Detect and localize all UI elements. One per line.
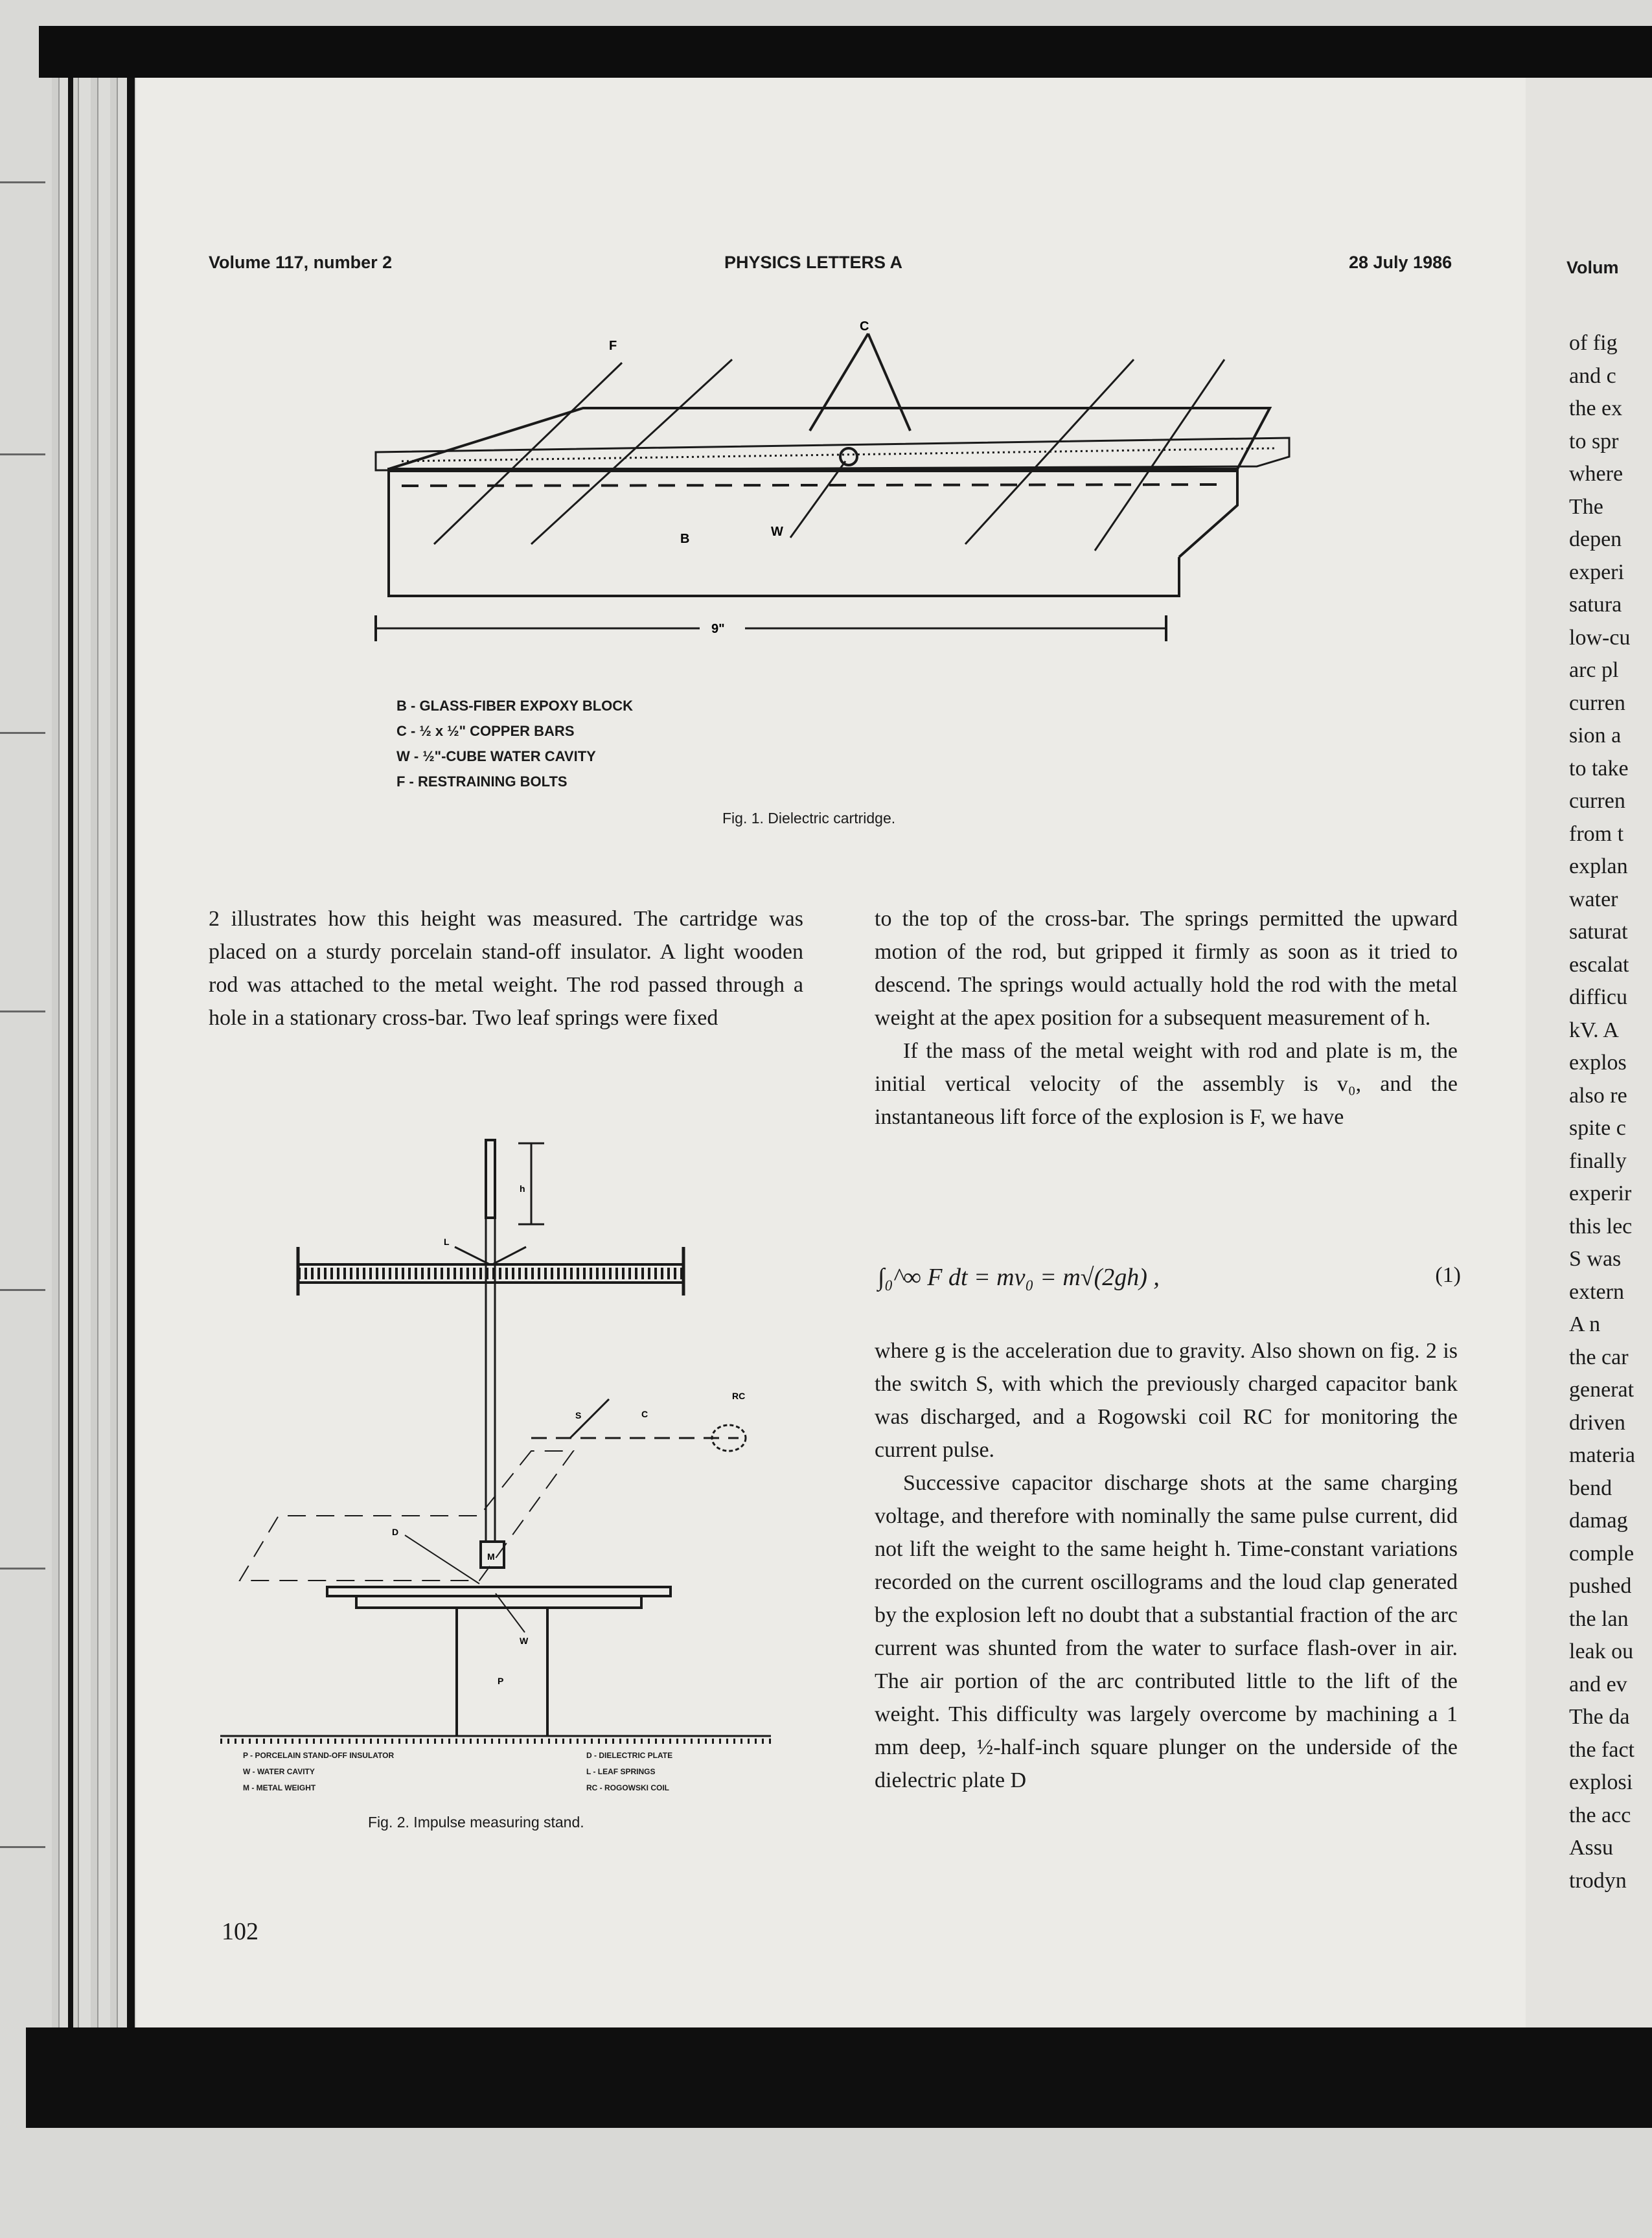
- spine-edge-line: [68, 78, 73, 2053]
- fig2-label-C: C: [641, 1409, 648, 1419]
- next-page-line: leak ou: [1569, 1639, 1634, 1663]
- page-number: 102: [222, 1918, 258, 1945]
- fig1-legend: [396, 693, 633, 794]
- next-page-line: generat: [1569, 1378, 1635, 1402]
- next-page-line: this lec: [1569, 1214, 1633, 1239]
- fig2-label-D: D: [392, 1527, 399, 1537]
- next-page-line: S was: [1569, 1247, 1622, 1271]
- next-page-line: explos: [1569, 1051, 1627, 1075]
- next-page-line: finally: [1569, 1148, 1627, 1173]
- fig1-label-W: W: [771, 525, 783, 539]
- next-page-fragments: [1569, 327, 1635, 1897]
- next-page-line: curren: [1569, 691, 1625, 715]
- fig2-legend-item: M - METAL WEIGHT: [243, 1783, 316, 1792]
- right-column-text-bottom: [875, 1334, 1458, 1797]
- fig2-label-L: L: [444, 1237, 450, 1247]
- next-page-line: and ev: [1569, 1672, 1627, 1696]
- paragraph: to the top of the cross-bar. The springs permitted the upward motion of the rod, but gripped it firmly as soon as it tried to descend. The springs would actually hold the rod with the metal weight at the apex position for a subsequent measurement of h.: [875, 907, 1458, 1030]
- next-page-line: kV. A: [1569, 1018, 1619, 1042]
- fig2-label-M: M: [487, 1551, 495, 1562]
- next-page-line: of fig: [1569, 331, 1618, 355]
- margin-mark: [0, 1846, 45, 1848]
- paragraph: where g is the acceleration due to gravity. Also shown on fig. 2 is the switch S, with which the previously charged capacitor bank was discharged, and a Rogowski coil RC for monitoring the current pulse.: [875, 1339, 1458, 1462]
- margin-mark: [0, 181, 45, 183]
- margin-mark: [0, 1289, 45, 1291]
- next-page-line: water: [1569, 887, 1618, 911]
- top-black-border: [39, 26, 1652, 78]
- fig2-label-h: h: [520, 1183, 525, 1194]
- next-page-line: difficu: [1569, 985, 1628, 1009]
- equation-expression: ∫₀^∞ F dt = mv₀ = m√(2gh) ,: [878, 1264, 1160, 1291]
- next-page-line: materia: [1569, 1443, 1635, 1467]
- bottom-black-border: [26, 2027, 1652, 2128]
- equation-1: [878, 1249, 1461, 1314]
- fig2-label-S: S: [575, 1410, 582, 1421]
- next-page-line: also re: [1569, 1083, 1627, 1108]
- next-page-line: depen: [1569, 527, 1622, 551]
- next-page-line: and c: [1569, 363, 1616, 388]
- spine-edge-line: [127, 78, 135, 2053]
- next-page-line: satura: [1569, 593, 1622, 617]
- next-page-line: spite c: [1569, 1116, 1626, 1140]
- next-page-line: extern: [1569, 1279, 1624, 1304]
- paragraph: If the mass of the metal weight with rod and plate is m, the initial vertical velocity of the assembly is v₀, and the instantaneous lift force of the explosion is F, we have: [875, 1039, 1458, 1129]
- margin-mark: [0, 1011, 45, 1012]
- fig2-legend-item: L - LEAF SPRINGS: [586, 1767, 656, 1776]
- fig2-legend-right: [586, 1748, 672, 1796]
- next-page-line: the lan: [1569, 1606, 1629, 1631]
- fig2-legend-item: RC - ROGOWSKI COIL: [586, 1783, 669, 1792]
- left-column-text: [209, 902, 803, 1034]
- header-date: 28 July 1986: [1349, 253, 1452, 272]
- next-page-line: to spr: [1569, 429, 1619, 453]
- fig2-legend-item: W - WATER CAVITY: [243, 1767, 315, 1776]
- next-page-line: the ex: [1569, 396, 1623, 420]
- next-page-line: A n: [1569, 1312, 1601, 1336]
- next-page-line: sion a: [1569, 724, 1622, 748]
- fig1-label-C: C: [860, 319, 869, 334]
- fig2-legend-left: [243, 1748, 394, 1796]
- fig1-legend-item: C - ½ x ½" COPPER BARS: [396, 723, 575, 739]
- fig1-caption: Fig. 1. Dielectric cartridge.: [722, 810, 896, 827]
- next-page-line: Assu: [1569, 1836, 1614, 1860]
- next-page-line: damag: [1569, 1509, 1628, 1533]
- next-page-line: curren: [1569, 789, 1625, 813]
- fig1-dimension-label: 9": [711, 622, 725, 636]
- next-page-line: The da: [1569, 1705, 1630, 1729]
- right-column-text-top: [875, 902, 1458, 1134]
- paragraph: Successive capacitor discharge shots at the same charging voltage, and therefore with nominally the same pulse current, did not lift the weight to the same height h. Time-constant variations recorded on the current oscillograms and the loud clap generated by the explosion left no doubt that a substantial fraction of the arc current was shunted from the water to surface flash-over in air. The air portion of the arc contributed little to the lift of the weight. This difficulty was largely overcome by machining a 1 mm deep, ½-half-inch square plunger on the underside of the dielectric plate D: [875, 1471, 1458, 1792]
- header-next-volume: Volum: [1566, 258, 1619, 277]
- next-page-line: low-cu: [1569, 625, 1631, 650]
- next-page-line: explan: [1569, 854, 1628, 878]
- next-page-line: arc pl: [1569, 658, 1619, 682]
- equation-number: (1): [1435, 1263, 1461, 1287]
- next-page-line: trodyn: [1569, 1868, 1627, 1893]
- next-page-line: pushed: [1569, 1574, 1632, 1598]
- fig1-label-F: F: [609, 339, 617, 353]
- left-paragraph: 2 illustrates how this height was measured. The cartridge was placed on a sturdy porcelain stand-off insulator. A light wooden rod was attached to the metal weight. The rod passed through a hole in a stationary cross-bar. Two leaf springs were fixed: [209, 907, 803, 1030]
- next-page-line: escalat: [1569, 952, 1629, 977]
- next-page-line: the car: [1569, 1345, 1629, 1369]
- next-page-line: bend: [1569, 1476, 1612, 1500]
- next-page-line: The: [1569, 494, 1603, 519]
- next-page-line: saturat: [1569, 920, 1628, 944]
- margin-mark: [0, 732, 45, 734]
- next-page-line: comple: [1569, 1541, 1635, 1566]
- fig2-label-RC: RC: [732, 1391, 746, 1401]
- next-page-line: experir: [1569, 1182, 1632, 1205]
- header-volume: Volume 117, number 2: [209, 253, 393, 272]
- figure-2-diagram: [220, 1114, 777, 1755]
- next-page-line: driven: [1569, 1410, 1625, 1435]
- book-spine: [52, 78, 136, 2053]
- fig2-label-W: W: [520, 1636, 529, 1646]
- fig2-legend-item: D - DIELECTRIC PLATE: [586, 1751, 673, 1760]
- next-page-line: from t: [1569, 821, 1624, 846]
- fig2-caption: Fig. 2. Impulse measuring stand.: [368, 1814, 584, 1831]
- margin-mark: [0, 1568, 45, 1570]
- fig2-legend-item: P - PORCELAIN STAND-OFF INSULATOR: [243, 1751, 395, 1760]
- fig1-label-B: B: [680, 532, 690, 546]
- fig1-legend-item: W - ½"-CUBE WATER CAVITY: [396, 748, 596, 764]
- header-journal: PHYSICS LETTERS A: [724, 253, 903, 272]
- next-page-line: where: [1569, 462, 1623, 486]
- next-page-line: experi: [1569, 560, 1624, 584]
- next-page-line: the fact: [1569, 1737, 1635, 1762]
- margin-mark: [0, 453, 45, 455]
- fig1-legend-item: B - GLASS-FIBER EXPOXY BLOCK: [396, 698, 634, 714]
- next-page-line: to take: [1569, 756, 1629, 781]
- fig1-legend-item: F - RESTRAINING BOLTS: [396, 773, 568, 790]
- next-page-line: explosi: [1569, 1770, 1633, 1794]
- fig2-label-P: P: [498, 1676, 504, 1686]
- next-page-line: the acc: [1569, 1803, 1631, 1827]
